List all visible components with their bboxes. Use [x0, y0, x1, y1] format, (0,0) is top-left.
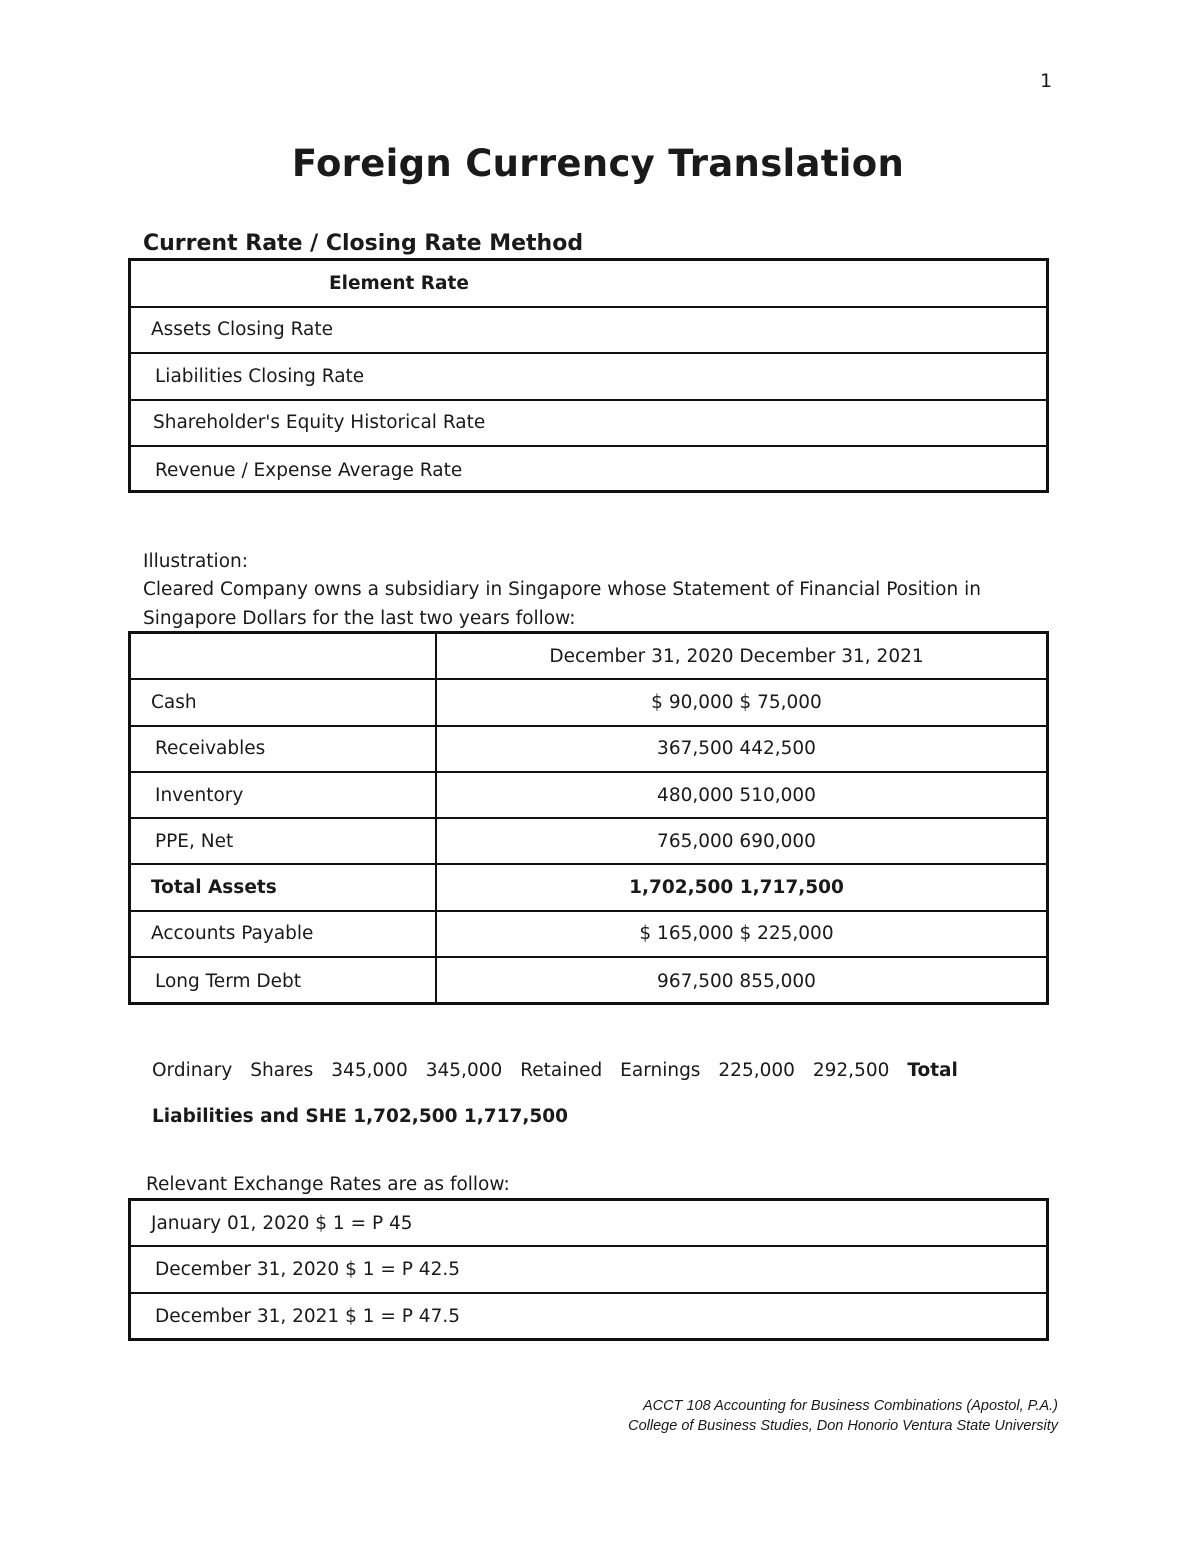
table-row	[131, 819, 1046, 865]
table-row	[131, 1201, 1046, 1247]
table-cell: Shareholder's Equity Historical Rate	[153, 412, 486, 434]
table-cell: December 31, 2021 $ 1 = P 47.5	[155, 1306, 460, 1328]
table-row	[131, 308, 1046, 355]
row-value: 765,000 690,000	[657, 830, 816, 852]
equity-word: Ordinary	[152, 1060, 233, 1081]
table-header-cell	[131, 634, 437, 678]
row-value: $ 165,000 $ 225,000	[639, 923, 834, 945]
equity-word: Earnings	[620, 1060, 701, 1081]
table-row-total	[131, 865, 1046, 911]
financial-position-table	[128, 631, 1049, 1005]
table-cell: Liabilities Closing Rate	[155, 365, 365, 387]
row-label: Inventory	[131, 773, 437, 817]
table-cell: Revenue / Expense Average Rate	[155, 459, 463, 481]
table-cell: Assets Closing Rate	[151, 319, 334, 341]
table-cell: December 31, 2020 $ 1 = P 42.5	[155, 1258, 460, 1280]
row-label: Receivables	[131, 727, 437, 771]
table-row	[131, 912, 1046, 958]
equity-word: 292,500	[812, 1060, 890, 1081]
table-row	[131, 447, 1046, 494]
footer-course: ACCT 108 Accounting for Business Combinations (Apostol, P.A.)	[642, 1398, 1058, 1414]
table-row	[131, 727, 1046, 773]
table-row	[131, 401, 1046, 448]
page-title: Foreign Currency Translation	[291, 142, 905, 185]
table-row	[131, 1247, 1046, 1293]
equity-word: Retained	[520, 1060, 603, 1081]
table-cell: January 01, 2020 $ 1 = P 45	[151, 1212, 413, 1234]
row-value: 1,702,500 1,717,500	[629, 877, 844, 899]
table-row	[131, 680, 1046, 726]
exchange-rates-table	[128, 1198, 1049, 1341]
section-title: Current Rate / Closing Rate Method	[143, 231, 584, 256]
row-value: 367,500 442,500	[657, 738, 816, 760]
table-header-row	[131, 634, 1046, 680]
row-label: Long Term Debt	[131, 958, 437, 1004]
table-row	[131, 1294, 1046, 1340]
table-row	[131, 958, 1046, 1004]
illustration-label: Illustration:	[143, 551, 248, 572]
equity-total-line: Liabilities and SHE 1,702,500 1,717,500	[152, 1106, 569, 1127]
illustration-text: Cleared Company owns a subsidiary in Singapore whose Statement of Financial Position in Singapore Dollars for the last two years follow:	[143, 579, 981, 629]
equity-line	[152, 1060, 958, 1081]
row-label: Accounts Payable	[131, 912, 437, 956]
row-value: 967,500 855,000	[657, 970, 816, 992]
page-number: 1	[1040, 70, 1053, 92]
footer-college: College of Business Studies, Don Honorio Ventura State University	[628, 1418, 1058, 1434]
table-header-cell: Element Rate	[329, 272, 469, 294]
table-row	[131, 354, 1046, 401]
page-footer	[560, 1396, 1058, 1436]
row-label: PPE, Net	[131, 819, 437, 863]
equity-word: 345,000	[425, 1060, 503, 1081]
rate-method-table	[128, 258, 1049, 493]
row-value: 480,000 510,000	[657, 784, 816, 806]
equity-word: 225,000	[718, 1060, 795, 1081]
table-row	[131, 773, 1046, 819]
equity-word: Shares	[250, 1060, 314, 1081]
row-label: Total Assets	[131, 865, 437, 909]
exchange-rates-label: Relevant Exchange Rates are as follow:	[146, 1174, 510, 1195]
table-header-row	[131, 261, 1046, 308]
row-label: Cash	[131, 680, 437, 724]
row-value: $ 90,000 $ 75,000	[651, 691, 822, 713]
equity-total-word: Total	[907, 1060, 958, 1081]
equity-word: 345,000	[331, 1060, 408, 1081]
table-header-cell: December 31, 2020 December 31, 2021	[549, 645, 924, 667]
